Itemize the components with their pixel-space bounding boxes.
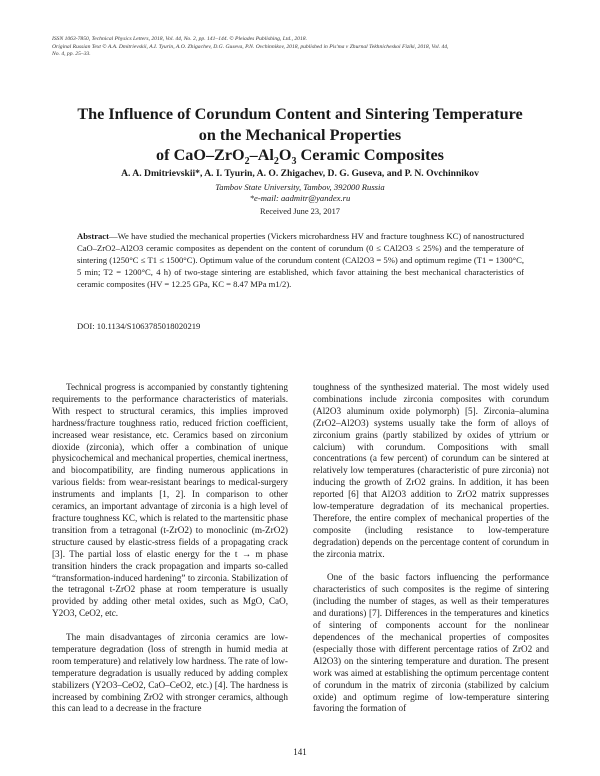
journal-header-line-3: No. 4, pp. 25–33. — [52, 51, 91, 58]
received-date: Received June 23, 2017 — [259, 207, 340, 216]
abstract — [77, 231, 524, 291]
abstract-text: —We have studied the mechanical properties (Vickers microhardness HV and fracture toughness KC) of nanostructured CaO–ZrO2–Al2O3 ceramic composites as dependent on the content of corundum (0 ≤ CAl2O3 ≤ 25%) and the temperature of sintering (1250°C ≤ T1 ≤ 1500°C). Optimum value of the corundum content (CAl2O3 = 5%) and optimum regime (T1 = 1300°C, 5 min; T2 = 1200°C, 4 h) of two-stage sintering are established, which favor attaining the best mechanical characteristics of ceramic composites (HV = 12.25 GPa, KC = 8.47 MPa m1/2). — [77, 231, 524, 289]
right-column — [313, 382, 549, 715]
paper-title — [40, 104, 560, 173]
left-column — [52, 382, 288, 715]
title-line-3: of CaO–$ZrO_2-Al_2O_3$ Ceramic Composites — [156, 146, 444, 168]
body-paragraph: The main disadvantages of zirconia ceramics are low-temperature degradation (loss of strength in humid media at room temperature) and relatively low hardness. The rate of low-temperature degradation is usually reduced by adding complex stabilizers (Y2O3–CeO2, CaO–CeO2, etc.) [4]. The hardness is increased by combining ZrO2 with stronger ceramics, although this can lead to a decrease in the fracture — [52, 632, 288, 714]
body-paragraph: One of the basic factors influencing the performance characteristics of such composites is the regime of sintering (including the number of stages, as well as their temperatures and durations) [7]. Differences in the temperatures and kinetics of sintering of components account for the nonlinear dependences of the mechanical properties of composites (especially those with different percentage ratios of ZrO2 and Al2O3) on the sintering temperature and duration. The present work was aimed at establishing the optimum percentage content of corundum in the matrix of zirconia (stabilized by calcium oxide) and optimum regime of low-temperature sintering favoring the formation of — [313, 572, 549, 714]
title-line-1: The Influence of Corundum Content and Sintering Temperature — [77, 105, 523, 123]
doi[interactable]: DOI: 10.1134/S1063785018020219 — [77, 321, 201, 331]
journal-header-line-2: Original Russian Text © A.A. Dmitrievskii, A.I. Tyurin, A.O. Zhigachev, D.G. Guseva, P.N. Ovchinnikov, 2018, published in Pis'ma v Zhurnal Tekhnicheskoi Fiziki, 2018, Vol. 44, — [52, 43, 449, 50]
email: *e-mail: aadmitr@yandex.ru — [249, 193, 351, 203]
authors: A. A. Dmitrievskii*, A. I. Tyurin, A. O. Zhigachev, D. G. Guseva, and P. N. Ovchinnikov — [121, 168, 479, 179]
page-number: 141 — [293, 747, 307, 757]
abstract-label: Abstract — [77, 231, 109, 241]
journal-header-line-1: ISSN 1063-7850, Technical Physics Letters, 2018, Vol. 44, No. 2, pp. 141–144. © Pleiades Publishing, Ltd., 2018. — [52, 36, 307, 42]
affiliation-block — [40, 182, 560, 204]
affiliation: Tambov State University, Tambov, 392000 Russia — [215, 182, 385, 192]
body-paragraph: Technical progress is accompanied by constantly tightening requirements to the performance characteristics of materials. With respect to structural ceramics, this implies improved hardness/fracture toughness ratio, reduced friction coefficient, increased wear resistance, etc. Ceramics based on zirconium dioxide (zirconia), which offer a combination of unique physicochemical and mechanical properties, chemical inertness, and biocompatibility, are finding numerous applications in various fields: from wear-resistant bearings to medical-surgery instruments and implants [1, 2]. In comparison to other ceramics, an important advantage of zirconia is a high level of fracture toughness KC, which is related to the martensitic phase transition from a tetragonal (t-ZrO2) to monoclinic (m-ZrO2) structure caused by elastic-stress fields of a propagating crack [3]. The partial loss of elastic energy for the t → m phase transition hinders the crack propagation and imparts so-called “transformation-induced hardening” to zirconia. Stabilization of the tetragonal t-ZrO2 phase at room temperature is usually provided by adding other metal oxides, such as MgO, CaO, Y2O3, CeO2, etc. — [52, 382, 288, 619]
title-line-2: on the Mechanical Properties — [198, 125, 402, 144]
body-paragraph: toughness of the synthesized material. The most widely used combinations include zirconia composites with corundum (Al2O3 aluminum oxide polymorph) [5]. Zirconia–alumina (ZrO2–Al2O3) systems usually take the form of alloys of zirconium grains (partly stabilized by oxides of yttrium or calcium) with corundum. Compositions with small concentrations (a few percent) of corundum can be sintered at relatively low temperatures (characteristic of pure zirconia) not inducing the growth of ZrO2 grains. In addition, it has been reported [6] that Al2O3 addition to ZrO2 matrix suppresses low-temperature degradation of its mechanical properties. Therefore, the entire complex of mechanical properties of the composite (including resistance to low-temperature degradation) depends on the percentage content of corundum in the zirconia matrix. — [313, 382, 549, 559]
